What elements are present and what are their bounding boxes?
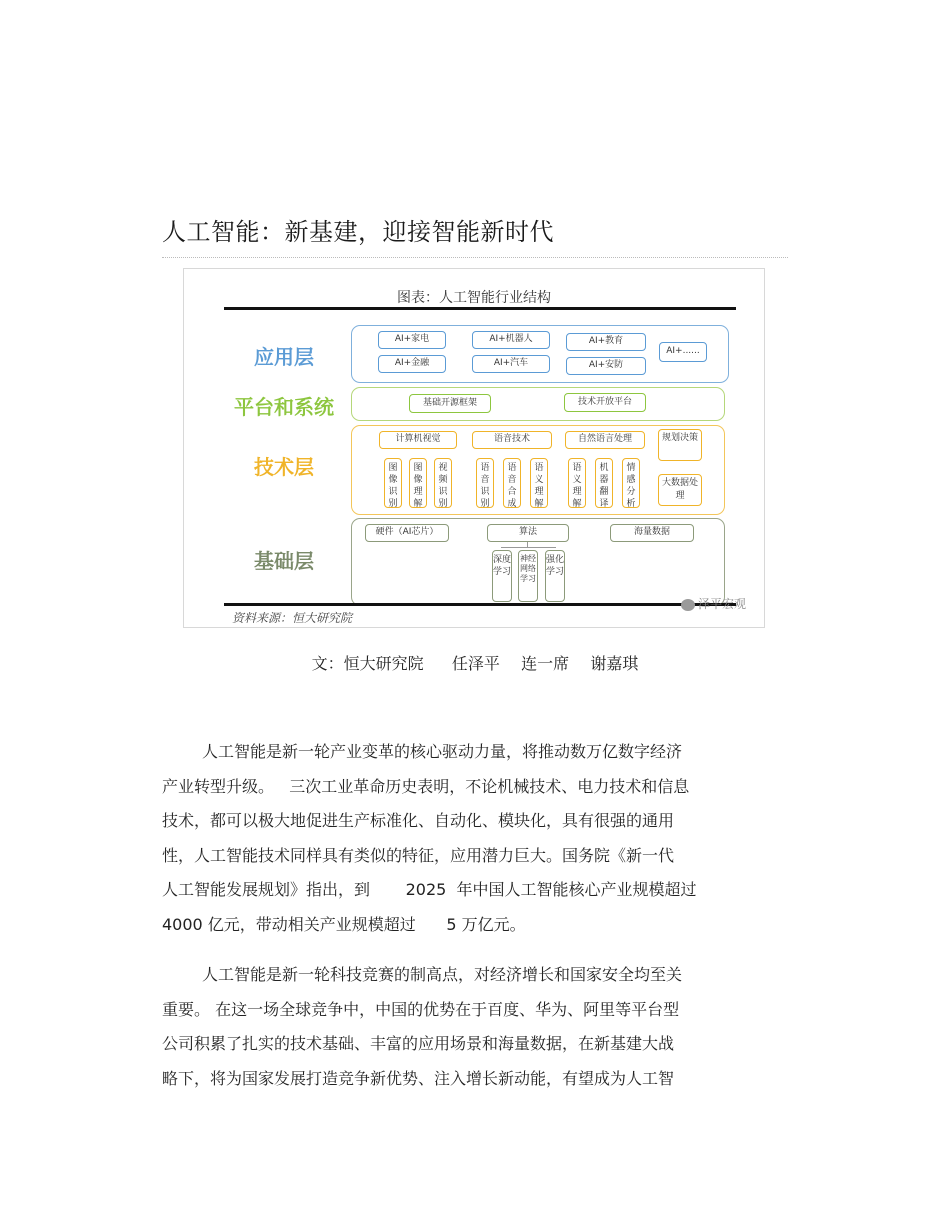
paragraph-line: 人工智能是新一轮产业变革的核心驱动力量，将推动数万亿数字经济	[202, 742, 683, 761]
base-item: 海量数据	[610, 524, 694, 542]
app-item: AI+安防	[566, 357, 646, 375]
paragraph-line: 人工智能是新一轮科技竞赛的制高点，对经济增长和国家安全均至关	[202, 965, 683, 984]
tech-subitem: 情感分析	[622, 458, 640, 508]
paragraph-2	[162, 958, 762, 1096]
paragraph-line: 公司积累了扎实的技术基础、丰富的应用场景和海量数据，在新基建大战	[162, 1034, 675, 1053]
algo-subitem: 深度学习	[492, 550, 512, 602]
title-divider	[162, 257, 788, 258]
paragraph-line: 4000 亿元，带动相关产业规模超过 5 万亿元。	[162, 914, 526, 934]
figure-source: 资料来源：恒大研究院	[232, 611, 353, 625]
tech-subitem: 视频识别	[434, 458, 452, 508]
base-item: 硬件（AI芯片）	[365, 524, 449, 542]
tech-layer-label: 技术层	[254, 455, 314, 479]
base-item: 算法	[487, 524, 569, 542]
author-line: 文：恒大研究院 任泽平 连一席 谢嘉琪	[311, 654, 639, 673]
paragraph-line: 重要。 在这一场全球竞争中，中国的优势在于百度、华为、阿里等平台型	[162, 999, 680, 1019]
app-item: AI+教育	[566, 333, 646, 351]
algo-subitem: 神经网络学习	[518, 550, 538, 602]
platform-layer-panel	[351, 387, 725, 421]
watermark-text: 泽平宏观	[697, 597, 746, 611]
tech-subitem: 图像识别	[384, 458, 402, 508]
figure-title: 图表：人工智能行业结构	[397, 290, 551, 306]
paragraph-line: 产业转型升级。 三次工业革命历史表明，不论机械技术、电力技术和信息	[162, 776, 690, 796]
app-item: AI+汽车	[472, 355, 550, 373]
app-item: AI+家电	[378, 331, 446, 349]
algo-subitem: 强化学习	[545, 550, 565, 602]
tech-group-nlp: 自然语言处理	[565, 431, 645, 449]
tech-side-item: 大数据处理	[658, 474, 702, 506]
tech-subitem: 机器翻译	[595, 458, 613, 508]
base-layer-panel	[351, 518, 725, 606]
figure-bottom-rule	[224, 603, 736, 606]
app-layer-panel	[351, 325, 729, 383]
watermark	[681, 595, 746, 612]
tech-group-speech: 语音技术	[472, 431, 552, 449]
page-title: 人工智能：新基建，迎接智能新时代	[162, 218, 554, 246]
paragraph-line: 人工智能发展规划》指出，到 2025 年中国人工智能核心产业规模超过	[162, 880, 697, 899]
platform-item: 技术开放平台	[564, 393, 646, 412]
platform-layer-label: 平台和系统	[234, 395, 334, 419]
paragraph-line: 性，人工智能技术同样具有类似的特征，应用潜力巨大。国务院《新一代	[162, 845, 675, 865]
wechat-logo-icon	[681, 599, 695, 611]
tech-subitem: 语义理解	[530, 458, 548, 508]
industry-structure-figure	[183, 268, 765, 628]
app-item: AI+机器人	[472, 331, 550, 349]
tech-subitem: 语音识别	[476, 458, 494, 508]
figure-top-rule	[224, 307, 736, 310]
paragraph-1	[162, 735, 762, 942]
base-layer-label: 基础层	[254, 549, 314, 573]
tech-subitem: 图像理解	[409, 458, 427, 508]
tech-subitem: 语音合成	[503, 458, 521, 508]
app-item: AI+金融	[378, 355, 446, 373]
algo-connector	[501, 547, 556, 548]
app-item: AI+......	[659, 342, 707, 362]
tech-group-cv: 计算机视觉	[379, 431, 457, 449]
tech-subitem: 语义理解	[568, 458, 586, 508]
app-layer-label: 应用层	[254, 345, 314, 369]
paragraph-line: 略下，将为国家发展打造竞争新优势、注入增长新动能，有望成为人工智	[162, 1068, 675, 1088]
platform-item: 基础开源框架	[409, 394, 491, 413]
tech-side-item: 规划决策	[658, 429, 702, 461]
paragraph-line: 技术，都可以极大地促进生产标准化、自动化、模块化，具有很强的通用	[162, 811, 675, 830]
tech-layer-panel	[351, 425, 725, 515]
